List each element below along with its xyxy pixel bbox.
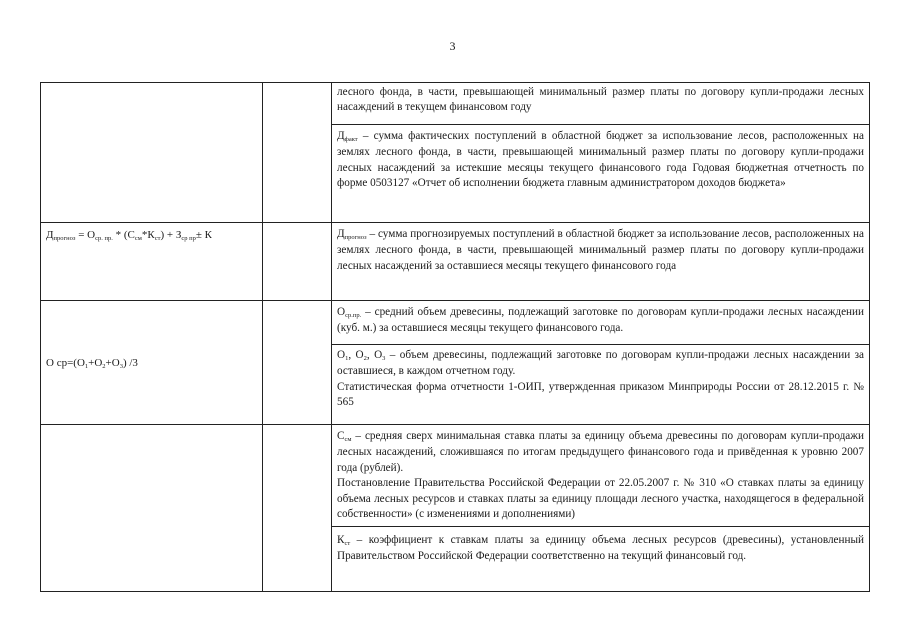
table-left-border [40, 82, 41, 592]
row-divider [331, 526, 870, 527]
description-text [337, 348, 864, 380]
description-cell [337, 348, 864, 411]
formula-subscript: ср. пр. [95, 235, 113, 242]
term-definition: – коэффициент к ставкам платы за единицу объема лесных ресурсов (древесины), установленный Правительством Российской Федерации соответственно на текущий финансовый год. [337, 534, 864, 563]
term-symbol: О [337, 349, 346, 361]
term-subscript: факт [344, 136, 358, 143]
term-symbol: К [337, 534, 345, 546]
formula-subscript: ст [154, 235, 161, 242]
description-text [337, 305, 864, 337]
term-symbol: С [337, 430, 345, 442]
description-cell [337, 85, 864, 116]
source-reference: Постановление Правительства Российской Федерации от 22.05.2007 г. № 310 «О ставках платы за единицу объема лесных ресурсов и ставках платы за единицу площади лесного участка, находящегося в федеральной собственности» (с изменениями и дополнениями) [337, 477, 864, 521]
row-divider [331, 344, 870, 345]
term-subscript: ср.пр. [345, 312, 362, 319]
term-definition: – средняя сверх минимальная ставка платы за единицу объема древесины по договорам купли-продажи лесных насаждений, сложившаяся по итогам предыдущего финансового года и привёденная к уровню 2007 года (рублей). [337, 430, 864, 474]
term-subscript: 3 [382, 355, 386, 362]
table-right-border [869, 82, 870, 592]
description-text [337, 429, 864, 476]
formula-part: +О [88, 357, 103, 369]
formula-part: ) /3 [122, 357, 138, 369]
description-text [337, 533, 864, 565]
term-symbol: Д [337, 130, 345, 142]
description-cell [337, 533, 864, 565]
column-divider-1 [262, 82, 263, 592]
formula-part: ) + З [160, 229, 182, 241]
description-text [337, 227, 864, 274]
description-text: лесного фонда, в части, превышающей минимальный размер платы по договору купли-продажи лесных насаждений в текущем финансовом году [337, 86, 864, 114]
formula-subscript: ср пр [181, 235, 196, 242]
formula-part: +О [105, 357, 120, 369]
term-symbol: , О [348, 349, 364, 361]
term-subscript: 2 [363, 355, 367, 362]
formula-part: = О [75, 229, 96, 241]
description-cell [337, 227, 864, 274]
table-bottom-border [40, 591, 870, 592]
formula-subscript: 2 [102, 363, 106, 370]
formula-subscript: 3 [119, 363, 123, 370]
term-subscript: см [344, 436, 352, 443]
term-definition: – объем древесины, подлежащий заготовке по договорам купли-продажи лесных насаждении за оставшиеся, в каждом отчетном году. [337, 349, 864, 378]
term-definition: – сумма прогнозируемых поступлений в областной бюджет за использование лесов, расположенных на землях лесного фонда, в части, превышающей минимальный размер платы по договору купли-продажи лесных насаждений за оставшиеся месяцы текущего финансового года [337, 228, 864, 272]
formula-part: Д [46, 229, 54, 241]
formula-subscript: 1 [84, 363, 89, 370]
description-text [337, 129, 864, 192]
description-cell [337, 429, 864, 522]
row-divider [40, 300, 870, 301]
row-divider [40, 424, 870, 425]
source-reference: Статистическая форма отчетности 1-ОИП, утвержденная приказом Минприроды России от 28.12.2015 г. № 565 [337, 380, 864, 409]
formula-part: ± К [195, 229, 212, 241]
column-divider-2 [331, 82, 332, 592]
page-number: 3 [449, 39, 456, 53]
formula-average [46, 356, 138, 372]
term-subscript: ст [344, 540, 351, 547]
formula-part: * (С [112, 229, 135, 241]
formula-subscript: см [134, 235, 142, 242]
term-symbol: , О [366, 349, 383, 361]
formula-subscript: прогноз [53, 235, 76, 242]
formula-part: О ср=(О [46, 357, 85, 369]
term-subscript: 1 [345, 355, 349, 362]
row-divider [331, 124, 870, 125]
row-divider [40, 222, 870, 223]
term-definition: – средний объем древесины, подлежащий заготовке по договорам купли-продажи лесных насаждении (куб. м.) за оставшиеся месяцы текущего финансового года. [337, 306, 864, 335]
term-symbol: О [337, 306, 346, 318]
formula-part: *К [141, 229, 155, 241]
term-definition: – сумма фактических поступлений в областной бюджет за использование лесов, расположенных на землях лесного фонда, в части, превышающей минимальный размер платы по договору купли-продажи лесных насаждений за истекшие месяцы текущего финансового года Годовая бюджетная отчетность по форме 0503127 «Отчет об исполнении бюджета главным администратором доходов бюджета» [337, 130, 864, 190]
formula-forecast [46, 228, 212, 244]
description-cell [337, 305, 864, 337]
term-symbol: Д [337, 228, 345, 240]
term-subscript: прогноз [344, 234, 367, 241]
description-cell [337, 129, 864, 192]
table-top-border [40, 82, 870, 83]
